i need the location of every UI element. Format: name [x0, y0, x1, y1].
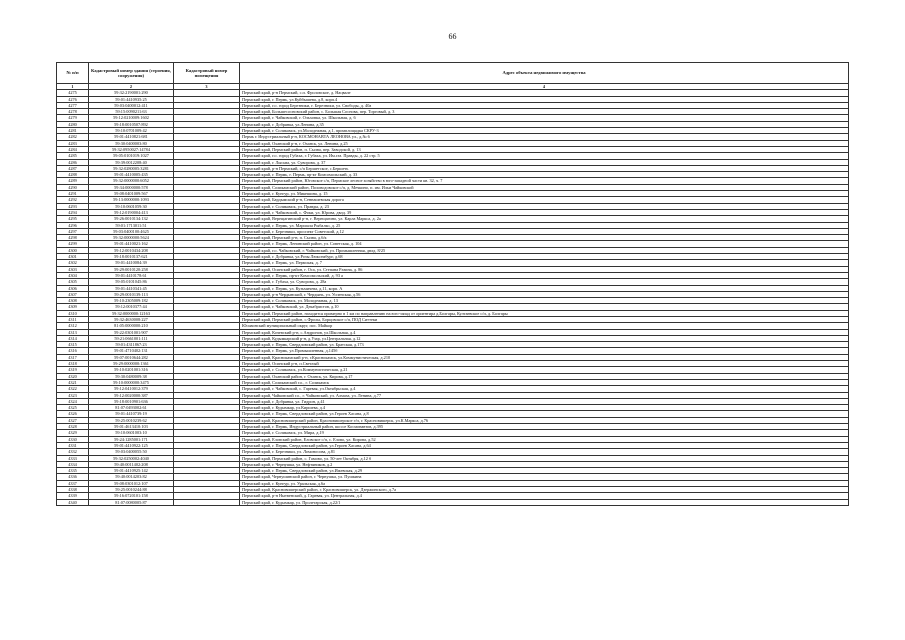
building-cadastral-number: 59:10:0601059:30	[89, 203, 174, 209]
row-number: 4317	[57, 354, 89, 360]
property-address: Пермский край, Пермский район, п. Сылва, пер. Заводской, д. 13	[240, 146, 849, 152]
building-cadastral-number: 59:01:4410925:142	[89, 468, 174, 474]
property-address: Пермский край, г. Соликамск, ул. Молодежная, д. 13	[240, 298, 849, 304]
property-address: Пермский край, Кудымкарский р-н, д.Узар, ул.Центральная, д.12	[240, 335, 849, 341]
building-cadastral-number: 59:01:4410922:125	[89, 442, 174, 448]
building-cadastral-number: 59:40:0011402:208	[89, 461, 174, 467]
property-address: Пермский край, Оханский р-н, г. Оханск, ул. Ленина, д.25	[240, 140, 849, 146]
property-address: Пермский край, Чернушинский район, г. Чернушка, ул. Пушкина	[240, 474, 849, 480]
building-cadastral-number: 59:12:0010434:208	[89, 247, 174, 253]
row-number: 4336	[57, 474, 89, 480]
building-cadastral-number: 59:32:0000000:6052	[89, 178, 174, 184]
property-address: Пермский край, р-н Нытвенский, д. Гаревая, ул. Центральная, д.4	[240, 493, 849, 499]
building-cadastral-number: 59:21:0661001:111	[89, 335, 174, 341]
row-number: 4312	[57, 323, 89, 329]
property-address: Пермский край, г. Пермь, ул. Кузьмичева, д.11, корп. А	[240, 285, 849, 291]
building-cadastral-number: 81:07:0080005:87	[89, 499, 174, 505]
property-address: Пермский край, г. Чернушка, ул. Нефтяников, д.2	[240, 461, 849, 467]
row-number: 4338	[57, 487, 89, 493]
registry-table	[56, 62, 849, 506]
row-number: 4298	[57, 235, 89, 241]
building-cadastral-number: 59:16:0720101:158	[89, 493, 174, 499]
row-number: 4337	[57, 480, 89, 486]
building-cadastral-number: 59:01:4410084:39	[89, 260, 174, 266]
property-address: Пермский край, Верещагинский р-н, г. Верещагино, ул. Карла Маркса, д. 2а	[240, 216, 849, 222]
row-number: 4340	[57, 499, 89, 505]
row-number: 4303	[57, 266, 89, 272]
row-number: 4299	[57, 241, 89, 247]
row-number: 4313	[57, 329, 89, 335]
property-address: Пермский край, г. Соликамск, ул. Мира, д.19	[240, 430, 849, 436]
building-cadastral-number: 59:01:4410178:61	[89, 272, 174, 278]
column-number: 3	[174, 84, 240, 90]
column-number: 2	[89, 84, 174, 90]
row-number: 4325	[57, 405, 89, 411]
property-address: Пермский край, г. Пермь, Ленинский район, ул. Советская, д. 104	[240, 241, 849, 247]
property-address: Пермский край, Чайковский г.о., г. Чайковский, ул. Алмаза, ул. Ленина, д.77	[240, 392, 849, 398]
property-address: Пермский край, р-н Пермский, с/п Бершетское, с.Бершеть	[240, 165, 849, 171]
building-cadastral-number: 59:08:0401009:567	[89, 191, 174, 197]
property-address: Пермский край, р-н Чердынский, г. Чердынь, ул. Успенская, д.56	[240, 291, 849, 297]
building-cadastral-number: 59:32:0950027:14784	[89, 146, 174, 152]
row-number: 4308	[57, 298, 89, 304]
building-cadastral-number: 59:25:0010239:62	[89, 417, 174, 423]
building-cadastral-number: 59:03:0400055:50	[89, 449, 174, 455]
row-number: 4304	[57, 272, 89, 278]
building-cadastral-number: 59:29:0010120:258	[89, 266, 174, 272]
building-cadastral-number: 59:10:0000000:3475	[89, 379, 174, 385]
building-cadastral-number: 81:05:0000000:210	[89, 323, 174, 329]
property-address: Пермский край, г. Кудымкар, ул. Пролетарская, д.22/1	[240, 499, 849, 505]
property-address: Пермский край, г. Березники, проспект Советский, д.12	[240, 228, 849, 234]
building-cadastral-number: 59:01:4311867:23	[89, 342, 174, 348]
building-cadastral-number: 59:03:0400012:411	[89, 102, 174, 108]
property-address: Пермский край, г. Соликамск, ул.Молодежная, д.1, промплощадка СКРУ-3	[240, 128, 849, 134]
property-address: Пермский край, г. Соликамск, ул. Правды, д. 23	[240, 203, 849, 209]
building-cadastral-number: 59:26:0010134:132	[89, 216, 174, 222]
property-address: Пермский край, г. Добрянка, ул. Гидрон, д.41	[240, 398, 849, 404]
header-premises-cadastral: Кадастровый номер помещения	[174, 63, 240, 84]
row-number: 4333	[57, 455, 89, 461]
property-address: Пермский край, Соликамский г.о., г. Соликамск	[240, 379, 849, 385]
property-address: Пермский край, Пермский район, с. Гамово, ул. 50-лет Октября, д.12 б	[240, 455, 849, 461]
property-address: Пермский край, Красновишерский район, г. Красновишерск, ул. Дзержинского, д.7а	[240, 487, 849, 493]
row-number: 4306	[57, 285, 89, 291]
row-number: 4287	[57, 165, 89, 171]
row-number: 4297	[57, 228, 89, 234]
building-cadastral-number: 59:22:0301001:907	[89, 329, 174, 335]
building-cadastral-number: 59:01:4410005:435	[89, 172, 174, 178]
property-address: Пермский край, г. Кунгур, ул. Уральская, д.6а	[240, 480, 849, 486]
row-number: 4322	[57, 386, 89, 392]
building-cadastral-number: 59:01:4410341:45	[89, 285, 174, 291]
building-cadastral-number: 59:10:2305009:182	[89, 298, 174, 304]
building-cadastral-number: 81:07:0493002:61	[89, 405, 174, 411]
property-address: Пермский край, г. Чайковский, с. Фоки, ул. Юрова, двлд. 39	[240, 209, 849, 215]
row-number: 4292	[57, 197, 89, 203]
building-cadastral-number: 59:05:0101045:86	[89, 279, 174, 285]
premises-cadastral-number	[174, 499, 240, 505]
row-number: 4339	[57, 493, 89, 499]
row-number: 4279	[57, 115, 89, 121]
row-number: 4324	[57, 398, 89, 404]
property-address: Пермский край, г. Чайковский, ул. Декабристов, д.10	[240, 304, 849, 310]
property-address: Пермский край, г. Пермь, г. Пермь, пр-кт Комсомольский, д. 33	[240, 172, 849, 178]
property-address: Пермский край, Осинский р-н, п.Светлый	[240, 361, 849, 367]
property-address: Пермский край, Пермский район, Юговское с/п, Пермское лесное хозяйство в юго-западной части кв. 32, ч. 7	[240, 178, 849, 184]
property-address: Пермский край, г. Кудымкар, ул.Киршева, д.4	[240, 405, 849, 411]
row-number: 4309	[57, 304, 89, 310]
building-cadastral-number: 59:10:0601003:10	[89, 430, 174, 436]
property-address: Пермский край, Осинский район, г. Оса, ул. Степана Разина, д. 86	[240, 266, 849, 272]
property-address: Пермский край, г. Пермь, Свердловский район, ул.Героев Хасана, д.64	[240, 442, 849, 448]
building-cadastral-number: 59:32:0000000:12163	[89, 310, 174, 316]
building-cadastral-number: 59:18:0010901:636	[89, 398, 174, 404]
building-cadastral-number: 59:24:1285001:171	[89, 436, 174, 442]
row-number: 4290	[57, 184, 89, 190]
row-number: 4282	[57, 134, 89, 140]
property-address: Пермский край, г. Пермь, ул. Пермская, д. 7	[240, 260, 849, 266]
property-address: Пермский край, г. Чайковский, г. Ольховка, ул. Школьная, д. 6	[240, 115, 849, 121]
property-address: Пермский край, г. Березники, ул. Ломоносова, д.81	[240, 449, 849, 455]
column-number: 4	[240, 84, 849, 90]
property-address: Пермский край, г. Добрянка, ул.Розы Люксембург, д.68	[240, 254, 849, 260]
row-number: 4327	[57, 417, 89, 423]
row-number: 4323	[57, 392, 89, 398]
row-number: 4280	[57, 121, 89, 127]
row-number: 4330	[57, 436, 89, 442]
row-number: 4289	[57, 178, 89, 184]
property-address: Пермский край, Пермский район, находится примерно в 1 км по направлению на юго-запад от ориентира д.Болгары, Култаевское с/п, д. Болгары	[240, 310, 849, 316]
building-cadastral-number: 59:32:2190001:290	[89, 90, 174, 96]
building-cadastral-number: 59:32:4630008:227	[89, 316, 174, 322]
row-number: 4293	[57, 203, 89, 209]
property-address: Пермский край, г. Пермь, ул.Промышленная, д.145б	[240, 348, 849, 354]
row-number: 4310	[57, 310, 89, 316]
header-row	[57, 63, 849, 84]
building-cadastral-number: 59:01:4613410:103	[89, 424, 174, 430]
building-cadastral-number: 59:03:0400100:4625	[89, 228, 174, 234]
row-number: 4318	[57, 361, 89, 367]
row-number: 4277	[57, 102, 89, 108]
building-cadastral-number: 59:29:0000000:1361	[89, 361, 174, 367]
building-cadastral-number: 59:01:1713011:51	[89, 222, 174, 228]
row-number: 4284	[57, 146, 89, 152]
header-address: Адрес объекта недвижимого имущества	[240, 63, 849, 84]
property-address: Пермский край, р-н Пермский, с.п. Фроловское, д. Нацвале	[240, 90, 849, 96]
building-cadastral-number: 59:12:0210009:1602	[89, 115, 174, 121]
row-number: 4286	[57, 159, 89, 165]
row-number: 4315	[57, 342, 89, 348]
property-address: Пермский край, Кочевский р-н, с.Андронов, ул.Школьная, д.4	[240, 329, 849, 335]
building-cadastral-number: 59:34:0000000:578	[89, 184, 174, 190]
page-number: 66	[448, 32, 457, 41]
building-cadastral-number: 59:05:0101019:1027	[89, 153, 174, 159]
building-cadastral-number: 59:40:0014203:82	[89, 474, 174, 480]
row-number: 4278	[57, 109, 89, 115]
property-address: Пермь г. Индустриальный р-н, КОСМОНАВТА ЛЕОНОВА ул., д.№ 6	[240, 134, 849, 140]
property-address: Пермский край, г. Чайковский, с. Гаревая, ул.Октябрьская, д.4	[240, 386, 849, 392]
building-cadastral-number: 59:13:0000000:1093	[89, 197, 174, 203]
column-number: 1	[57, 84, 89, 90]
property-address: Пермский край, Пермский р-н, п. Сылва, д.6/к	[240, 235, 849, 241]
building-cadastral-number: 59:15:0090211:63	[89, 109, 174, 115]
property-address: Пермский край, г. Пермь, Свердловский район, ул.Героев Хасана, д.8	[240, 411, 849, 417]
property-address: Пермский край, Большесосновский район, с. Большая Соснова, пер. Торговый, д. 3	[240, 109, 849, 115]
table-body	[57, 90, 849, 506]
row-number: 4332	[57, 449, 89, 455]
building-cadastral-number: 59:01:4710402:131	[89, 348, 174, 354]
header-building-cadastral: Кадастровый номер здания (строения, сооружения)	[89, 63, 174, 84]
property-address: Пермский край, г. Пермь, Индустриальный район, шоссе Космонавтов, д.395	[240, 424, 849, 430]
row-number: 4275	[57, 90, 89, 96]
row-number: 4311	[57, 316, 89, 322]
row-number: 4301	[57, 254, 89, 260]
building-cadastral-number: 59:10:0201001:316	[89, 367, 174, 373]
row-number: 4335	[57, 468, 89, 474]
row-number: 4321	[57, 379, 89, 385]
property-address: Пермский край, г. Соликамск, ул.Коммунистическая, д.21	[240, 367, 849, 373]
row-number: 4294	[57, 209, 89, 215]
building-cadastral-number: 59:01:4410821:681	[89, 134, 174, 140]
property-address: Пермский край, Краснокамский р-н, г.Краснокамск, ул.Коммунистическая, д.210	[240, 354, 849, 360]
row-number: 4334	[57, 461, 89, 467]
building-cadastral-number: 59:39:0012208:40	[89, 159, 174, 165]
property-address: Пермский край, г. Пермь, пр-кт Комсомольский, д. 93 а	[240, 272, 849, 278]
building-cadastral-number: 59:32:0250002:4040	[89, 455, 174, 461]
table-row	[57, 499, 849, 505]
property-address: Пермский край, Соликамский район, Половодовское с/п, д. Мечкино, п. им. Ильи Чайковской	[240, 184, 849, 190]
property-address: Пермский край, г.о. город Березники, г. Березники, ул. Свободы, д. 40а	[240, 102, 849, 108]
row-number: 4326	[57, 411, 89, 417]
row-number: 4316	[57, 348, 89, 354]
row-number: 4307	[57, 291, 89, 297]
property-address: Пермский край, Еловский район, Еловское с/п, с. Елово, ул. Кирова, д.52	[240, 436, 849, 442]
property-address: Пермский край, г. Лысьва, ул. Суворова, д. 37	[240, 159, 849, 165]
building-cadastral-number: 59:12:0410012:379	[89, 386, 174, 392]
row-number: 4314	[57, 335, 89, 341]
property-address: Пермский край, Пермский район, с.Фролы, Борцовское с/п, ПОД Ситтеки	[240, 316, 849, 322]
row-number: 4320	[57, 373, 89, 379]
building-cadastral-number: 59:10:0701009:42	[89, 128, 174, 134]
row-number: 4296	[57, 222, 89, 228]
building-cadastral-number: 59:32:0000000:5624	[89, 235, 174, 241]
row-number: 4328	[57, 424, 89, 430]
building-cadastral-number: 59:25:0010244:88	[89, 487, 174, 493]
property-address: Пермский край, Оханский район, г. Оханск, ул. Кирова, д.17	[240, 373, 849, 379]
property-address: Пермский край, г. Пермь, Свердловский район, ул.Ижевская, д.29	[240, 468, 849, 474]
row-number: 4276	[57, 96, 89, 102]
row-number: 4288	[57, 172, 89, 178]
building-cadastral-number: 59:01:4410021:162	[89, 241, 174, 247]
property-address: Пермский край, Бардымский р-н, Сеннашевская дорога	[240, 197, 849, 203]
building-cadastral-number: 59:30:0480009:38	[89, 373, 174, 379]
row-number: 4319	[57, 367, 89, 373]
building-cadastral-number: 59:12:0010377:44	[89, 304, 174, 310]
row-number: 4331	[57, 442, 89, 448]
property-address: Пермский край, г. Пермь, ул.Куйбышева, д.8, корп.4	[240, 96, 849, 102]
property-address: Пермский край, г. Кунгур, ул. Микешина, д. 15	[240, 191, 849, 197]
building-cadastral-number: 59:18:0010137:621	[89, 254, 174, 260]
row-number: 4300	[57, 247, 89, 253]
row-number: 4285	[57, 153, 89, 159]
row-number: 4283	[57, 140, 89, 146]
building-cadastral-number: 59:08:0301012:107	[89, 480, 174, 486]
property-address: Пермский край, Красновишерский район, Красновишерское г/п, г. Красновишерск, ул.К.Маркса, д.76	[240, 417, 849, 423]
building-cadastral-number: 59:01:4410739:19	[89, 411, 174, 417]
property-address: Пермский край, г.о. Чайковский, г. Чайковский, ул. Промышленная, двлд. 8/25	[240, 247, 849, 253]
building-cadastral-number: 59:07:0010644:282	[89, 354, 174, 360]
property-address: Пермский край, г. Пермь, ул. Маршала Рыбалко, д. 25	[240, 222, 849, 228]
row-number: 4291	[57, 191, 89, 197]
property-address: Пермский край, г. Пермь, Свердловский район, ул. Братская, д.173	[240, 342, 849, 348]
building-cadastral-number: 59:01:4410935:25	[89, 96, 174, 102]
property-address: Пермский край, г.о. город Губаха, г. Губаха, ул. Им.газ. Правды, д. 22 стр. 5	[240, 153, 849, 159]
row-number: 4281	[57, 128, 89, 134]
building-cadastral-number: 59:30:0400003:80	[89, 140, 174, 146]
row-number: 4329	[57, 430, 89, 436]
property-address: Пермский край, г. Добрянка, ул.Ленина, д.35	[240, 121, 849, 127]
row-number: 4302	[57, 260, 89, 266]
building-cadastral-number: 59:12:0020000:387	[89, 392, 174, 398]
building-cadastral-number: 59:32:0280005:3281	[89, 165, 174, 171]
row-number: 4295	[57, 216, 89, 222]
property-address: Юсьвинский муниципальный округ, пос. Майкор	[240, 323, 849, 329]
building-cadastral-number: 59:12:0190004:413	[89, 209, 174, 215]
building-cadastral-number: 59:18:0010507:892	[89, 121, 174, 127]
property-address: Пермский край, г. Губаха, ул. Суворова, д. 28а	[240, 279, 849, 285]
building-cadastral-number: 59:29:0010139:113	[89, 291, 174, 297]
header-number: № п/п	[57, 63, 89, 84]
row-number: 4305	[57, 279, 89, 285]
